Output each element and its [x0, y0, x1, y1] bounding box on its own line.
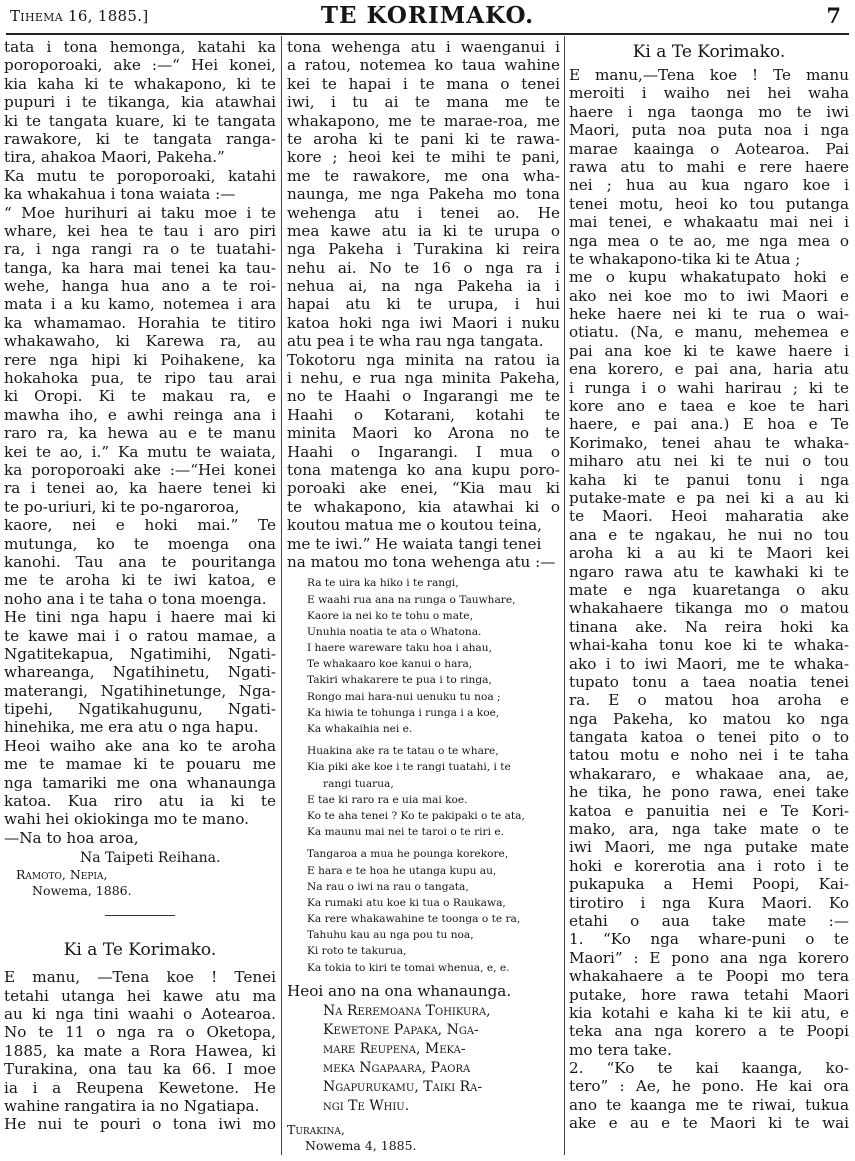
newspaper-title: TE KORIMAKO.	[320, 2, 535, 29]
text-line: nga Pakeha, ko matou ko nga	[569, 709, 849, 728]
text-line: nehu ai. No te 16 o nga ra i	[287, 258, 560, 277]
poem-line: rangi tuarua,	[323, 777, 394, 790]
text-line: kaha ki te panui tonu i nga	[569, 470, 849, 489]
text-line: Ka mutu te poroporoaki, katahi	[4, 166, 276, 185]
column-divider-2	[564, 36, 565, 1155]
text-line: E manu, —Tena koe ! Tenei	[4, 968, 276, 987]
letter-heading: Ki a Te Korimako.	[632, 42, 786, 62]
text-line: koutou matua me o koutou teina,	[287, 516, 542, 535]
text-line: a ratou, notemea ko taua wahine	[287, 56, 560, 75]
text-line: Maori” : E pono ana nga korero	[569, 948, 849, 967]
text-line: i runga i o wahi harirau ; ki te	[569, 378, 849, 397]
text-line: na matou mo tona wehenga atu :—	[287, 552, 556, 571]
text-line: pupuri i te tikanga, kia atawhai	[4, 93, 276, 112]
text-line: whai-kaha tonu koe ki te whaka-	[569, 636, 849, 655]
text-line: whareanga, Ngatihinetu, Ngati-	[4, 663, 276, 682]
text-line: te po-uriuri, ki te po-ngaroroa,	[4, 497, 240, 516]
text-line: tupato tonu a taea noatia tenei	[569, 672, 849, 691]
signatory-line: ngi Te Whiu.	[323, 1098, 410, 1115]
poem-line: E tae ki raro ra e uia mai koe.	[307, 793, 468, 806]
text-line: No te 11 o nga ra o Oketopa,	[4, 1023, 276, 1042]
poem-line: Unuhia noatia te ata o Whatona.	[307, 625, 482, 638]
poem-line: Ka maunu mai nei te taroi o te riri e.	[307, 826, 504, 839]
text-line: wahi hei okiokinga mo te mano.	[4, 810, 250, 829]
column-divider-1	[281, 36, 282, 1155]
text-line: katoa. Kua riro atu ia ki te	[4, 792, 276, 811]
text-line: poroporoaki, ake :—“ Hei konei,	[4, 56, 276, 75]
text-line: rere nga hipi ki Poihakene, ka	[4, 350, 276, 369]
letter-body-continued	[4, 38, 276, 847]
text-line: kia kotahi e kaha ki te kii atu, e	[569, 1003, 849, 1022]
text-line: wehenga atu i tenei ao. He	[287, 203, 560, 222]
lament-poem	[287, 575, 560, 976]
column-1	[4, 38, 276, 1134]
poem-line: Ka whakaihia nei e.	[307, 723, 413, 736]
text-line: te whakapono-tika ki te Atua ;	[569, 249, 801, 268]
issue-date: Tihema 16, 1885.]	[10, 7, 149, 25]
text-line: minita Maori ko Arona no te	[287, 424, 560, 443]
text-line: hoki e korerotia ana i roto i te	[569, 856, 849, 875]
text-line: te kawe mai i o ratou mamae, a	[4, 626, 276, 645]
text-line: kore ano e taea e koe te hari	[569, 397, 849, 416]
text-line: ngaro rawa atu te kawhaki ki te	[569, 562, 849, 581]
text-line: au ki nga tini waahi o Aotearoa.	[4, 1004, 276, 1023]
text-line: nga Pakeha i Turakina ki reira	[287, 240, 560, 259]
text-line: ano te kaanga me te riwai, tukua	[569, 1095, 849, 1114]
closing-line: Heoi ano na ona whanaunga.	[287, 981, 512, 1000]
signatory-line: Kewetone Papaka, Nga-	[323, 1022, 479, 1039]
text-line: ako i to iwi Maori, me te whaka-	[569, 654, 849, 673]
text-line: te aroha ki te pani ki te rawa-	[287, 129, 560, 148]
text-line: tona matenga ko ana kupu poro-	[287, 460, 560, 479]
text-line: whare, kei hea te tau i aro piri	[4, 221, 276, 240]
text-line: nga mea o te ao, me nga mea o	[569, 231, 849, 250]
signatory-line: Ngapurukamu, Taiki Ra-	[323, 1079, 483, 1096]
signatory-line: meka Ngapaara, Paora	[323, 1060, 471, 1077]
poem-line: Tahuhu kau au nga pou tu noa,	[307, 929, 474, 942]
text-line: me te iwi.” He waiata tangi tenei	[287, 534, 542, 553]
poem-line: E waahi rua ana na runga o Tauwhare,	[307, 593, 516, 606]
text-line: 1885, ka mate a Rora Hawea, ki	[4, 1041, 276, 1060]
text-line: me te rawakore, me ona wha-	[287, 166, 560, 185]
page-number: 7	[826, 3, 841, 28]
text-line: mai tenei, e whakaatu mai nei i	[569, 213, 849, 232]
text-line: tanga, ka hara mai tenei ka tau-	[4, 258, 276, 277]
text-line: tero” : Ae, he pono. He kai ora	[569, 1077, 849, 1096]
text-line: Tokotoru nga minita na ratou ia	[287, 350, 560, 369]
text-line: whakahaere tikanga mo o matou	[569, 599, 849, 618]
header-rule	[6, 33, 849, 35]
text-line: haere, e pai ana.) E hoa e Te	[569, 415, 849, 434]
text-line: nei ; hua au kua ngaro koe i	[569, 176, 849, 195]
text-line: tenei motu, heoi ko tou putanga	[569, 194, 849, 213]
text-line: te whakapono, kia atawhai ki o	[287, 497, 560, 516]
text-line: mo tera take.	[569, 1040, 672, 1059]
poem-line: Ka hiwia te tohunga i runga i a koe,	[307, 706, 500, 719]
text-line: kia kaha ki te whakapono, ki te	[4, 74, 276, 93]
text-line: he tika, he pono rawa, enei take	[569, 783, 849, 802]
text-line: tatou motu e noho nei i te taha	[569, 746, 849, 765]
text-line: tetahi utanga hei kawe atu ma	[4, 986, 276, 1005]
text-line: ka whamamao. Horahia te titiro	[4, 313, 276, 332]
text-line: marae kaainga o Aotearoa. Pai	[569, 139, 849, 158]
text-line: mate e nga kuaretanga o aku	[569, 580, 849, 599]
text-line: miharo atu nei ki te nui o tou	[569, 452, 849, 471]
column-2	[287, 38, 560, 1154]
poem-line: Tangaroa a mua he pounga korekore,	[307, 848, 509, 861]
text-line: Korimako, tenei ahau te whaka-	[569, 433, 849, 452]
text-line: ia i a Reupena Kewetone. He	[4, 1078, 276, 1097]
poem-line: Kaore ia nei ko te tohu o mate,	[307, 609, 473, 622]
poem-line: Ra te uira ka hiko i te rangi,	[307, 577, 459, 590]
text-line: meroiti i waiho nei hei waha	[569, 84, 849, 103]
text-line: He nui te pouri o tona iwi mo	[4, 1115, 276, 1134]
text-line: “ Moe hurihuri ai taku moe i te	[4, 203, 276, 222]
text-line: kei te hapai i te mana o tenei	[287, 74, 560, 93]
text-line: etahi o aua take mate :—	[569, 911, 849, 930]
text-line: kaore, nei e hoki mai.” Te	[4, 516, 276, 535]
text-line: Turakina, ona tau ka 66. I moe	[4, 1060, 276, 1079]
text-line: me te mamae ki te pouaru me	[4, 755, 276, 774]
poem-line: Kia piki ake koe i te rangi tuatahi, i te	[307, 761, 511, 774]
letter-place: Ramoto, Nepia,	[16, 867, 108, 883]
poem-line: Takiri whakarere te pua i to ringa,	[307, 674, 492, 687]
text-line: heke haere nei ki te rua o wai-	[569, 305, 849, 324]
text-line: tangata katoa o tenei pito o to	[569, 728, 849, 747]
text-line: ra. E o matou hoa aroha e	[569, 691, 849, 710]
text-line: kei te ao, i.” Ka mutu te waiata,	[4, 442, 276, 461]
text-line: Haahi o Ingarangi. I mua o	[287, 442, 560, 461]
text-line: ena korero, e pai ana, haria atu	[569, 360, 849, 379]
poem-line: Huakina ake ra te tatau o te whare,	[307, 745, 499, 758]
text-line: mako, ara, nga take mate o te	[569, 820, 849, 839]
page-header	[0, 0, 855, 36]
text-line: tinana ake. Na reira hoki ka	[569, 617, 849, 636]
text-line: whakararo, e whakaae ana, ae,	[569, 764, 849, 783]
signatory-line: mare Reupena, Meka-	[323, 1041, 466, 1058]
text-line: me te aroha ki te iwi katoa, e	[4, 571, 276, 590]
letter-body-continued	[287, 38, 560, 571]
text-line: —Na to hoa aroa,	[4, 828, 139, 847]
text-line: ako nei koe mo to iwi Maori e	[569, 286, 849, 305]
text-line: tira, ahakoa Maori, Pakeha.”	[4, 148, 225, 167]
text-line: tirotiro i nga Kura Maori. Ko	[569, 893, 849, 912]
text-line: noho ana i te taha o tona moenga.	[4, 589, 267, 608]
text-line: naunga, me nga Pakeha mo tona	[287, 185, 560, 204]
poem-line: I haere wareware taku hoa i ahau,	[307, 642, 492, 655]
text-line: materangi, Ngatihinetunge, Nga-	[4, 681, 276, 700]
text-line: tata i tona hemonga, katahi ka	[4, 38, 276, 56]
text-line: rawa atu to mahi e rere haere	[569, 157, 849, 176]
text-line: rawakore, ki te tangata ranga-	[4, 129, 276, 148]
text-line: pai ana koe ki te kawe haere i	[569, 341, 849, 360]
poem-line: E hara e te hoa he utanga kupu au,	[307, 864, 497, 877]
text-line: haere i nga taonga mo te iwi	[569, 102, 849, 121]
text-line: ki Oropi. Ki te makau ra, e	[4, 387, 276, 406]
text-line: katoa hoki nga iwi Maori i nuku	[287, 313, 560, 332]
text-line: wehe, hanga hua ano a te roi-	[4, 277, 276, 296]
text-line: ra i tenei ao, ka haere tenei ki	[4, 479, 276, 498]
text-line: putake-mate e pa nei ki a au ki	[569, 488, 849, 507]
column-3	[569, 38, 849, 1133]
text-line: hokahoka pua, te ripo tau arai	[4, 369, 276, 388]
text-line: Haahi o Kotarani, kotahi te	[287, 405, 560, 424]
letter-body	[569, 66, 849, 1133]
text-line: Heoi waiho ake ana ko te aroha	[4, 736, 276, 755]
text-line: i nehu, e rua nga minita Pakeha,	[287, 369, 560, 388]
text-line: ka whakahua i tona waiata :—	[4, 185, 236, 204]
text-line: pukapuka a Hemi Poopi, Kai-	[569, 875, 849, 894]
text-line: Ngatitekapua, Ngatimihi, Ngati-	[4, 644, 276, 663]
letter-place: Turakina,	[287, 1122, 345, 1138]
text-line: iwi Maori, me nga putake mate	[569, 838, 849, 857]
signatory-line: Na Reremoana Tohikura,	[323, 1003, 491, 1020]
text-line: mawha iho, e awhi reinga ana i	[4, 405, 276, 424]
text-line: atu pea i te wha rau nga tangata.	[287, 332, 544, 351]
text-line: aroha ki a au ki te Maori kei	[569, 544, 849, 563]
text-line: E manu,—Tena koe ! Te manu	[569, 66, 849, 84]
text-line: ana e te ngakau, he nui no tou	[569, 525, 849, 544]
text-line: kanohi. Tau ana te pouritanga	[4, 552, 276, 571]
text-line: 1. “Ko nga whare-puni o te	[569, 930, 849, 949]
text-line: iwi, i tu ai te mana me te	[287, 93, 560, 112]
text-line: putake, hore rawa tetahi Maori	[569, 985, 849, 1004]
text-line: 2. “Ko te kai kaanga, ko-	[569, 1059, 849, 1078]
text-line: kore ; heoi kei te mihi te pani,	[287, 148, 560, 167]
text-line: teka ana nga korero a te Poopi	[569, 1022, 849, 1041]
text-line: raro ra, ka hewa au e te manu	[4, 424, 276, 443]
text-line: whakawaho, ki Karewa ra, au	[4, 332, 276, 351]
text-line: tipehi, Ngatikahugunu, Ngati-	[4, 700, 276, 719]
poem-line: Na rau o iwi na rau o tangata,	[307, 880, 469, 893]
text-line: katoa e panuitia nei e Te Kori-	[569, 801, 849, 820]
text-line: Maori, puta noa puta noa i nga	[569, 121, 849, 140]
text-line: whakapono, me te marae-roa, me	[287, 111, 560, 130]
poem-line: Ka rere whakawahine te toonga o te ra,	[307, 913, 521, 926]
letter-date: Nowema, 1886.	[32, 883, 132, 899]
text-line: ka poroporoaki ake :—“Hei konei	[4, 460, 276, 479]
text-line: ake e au e te Maori ki te wai	[569, 1114, 849, 1133]
text-line: no te Haahi o Ingarangi me te	[287, 387, 560, 406]
section-divider	[105, 915, 175, 916]
text-line: hinehika, me era atu o nga hapu.	[4, 718, 259, 737]
text-line: otiatu. (Na, e manu, mehemea e	[569, 323, 849, 342]
letter-heading: Ki a Te Korimako.	[63, 940, 217, 961]
text-line: mutunga, ko te moenga ona	[4, 534, 276, 553]
signatories	[287, 1002, 560, 1116]
text-line: ki te tangata kuare, ki te tangata	[4, 111, 276, 130]
text-line: ra, i nga rangi ra o te tuatahi-	[4, 240, 276, 259]
poem-line: Ka rumaki atu koe ki tua o Raukawa,	[307, 896, 506, 909]
text-line: He tini nga hapu i haere mai ki	[4, 608, 276, 627]
text-line: wahine rangatira ia no Ngatiapa.	[4, 1096, 260, 1115]
poem-line: Ka tokia to kiri te tomai whenua, e, e.	[307, 961, 510, 974]
text-line: whakahaere a te Poopi mo tera	[569, 967, 849, 986]
poem-line: Ko te aha tenei ? Ko te pakipaki o te ata,	[307, 809, 525, 822]
letter-date: Nowema 4, 1885.	[305, 1138, 417, 1154]
text-line: mea kawe atu ia ki te urupa o	[287, 221, 560, 240]
text-line: poroaki ake enei, “Kia mau ki	[287, 479, 560, 498]
text-line: te Maori. Heoi maharatia ake	[569, 507, 849, 526]
poem-line: Te whakaaro koe kanui o hara,	[307, 658, 473, 671]
text-line: mata i a ku kamo, notemea i ara	[4, 295, 276, 314]
poem-line: Rongo mai hara-nui uenuku tu noa ;	[307, 690, 501, 703]
text-line: tona wehenga atu i waenganui i	[287, 38, 560, 56]
signature: Na Taipeti Reihana.	[80, 850, 221, 867]
text-line: hapai atu ki te urupa, i hui	[287, 295, 560, 314]
text-line: me o kupu whakatupato hoki e	[569, 268, 849, 287]
poem-line: Ki roto te takurua,	[307, 945, 407, 958]
text-line: nehua ai, na nga Pakeha ia i	[287, 277, 560, 296]
text-line: nga tamariki me ona whanaunga	[4, 773, 276, 792]
letter-body	[4, 968, 276, 1134]
